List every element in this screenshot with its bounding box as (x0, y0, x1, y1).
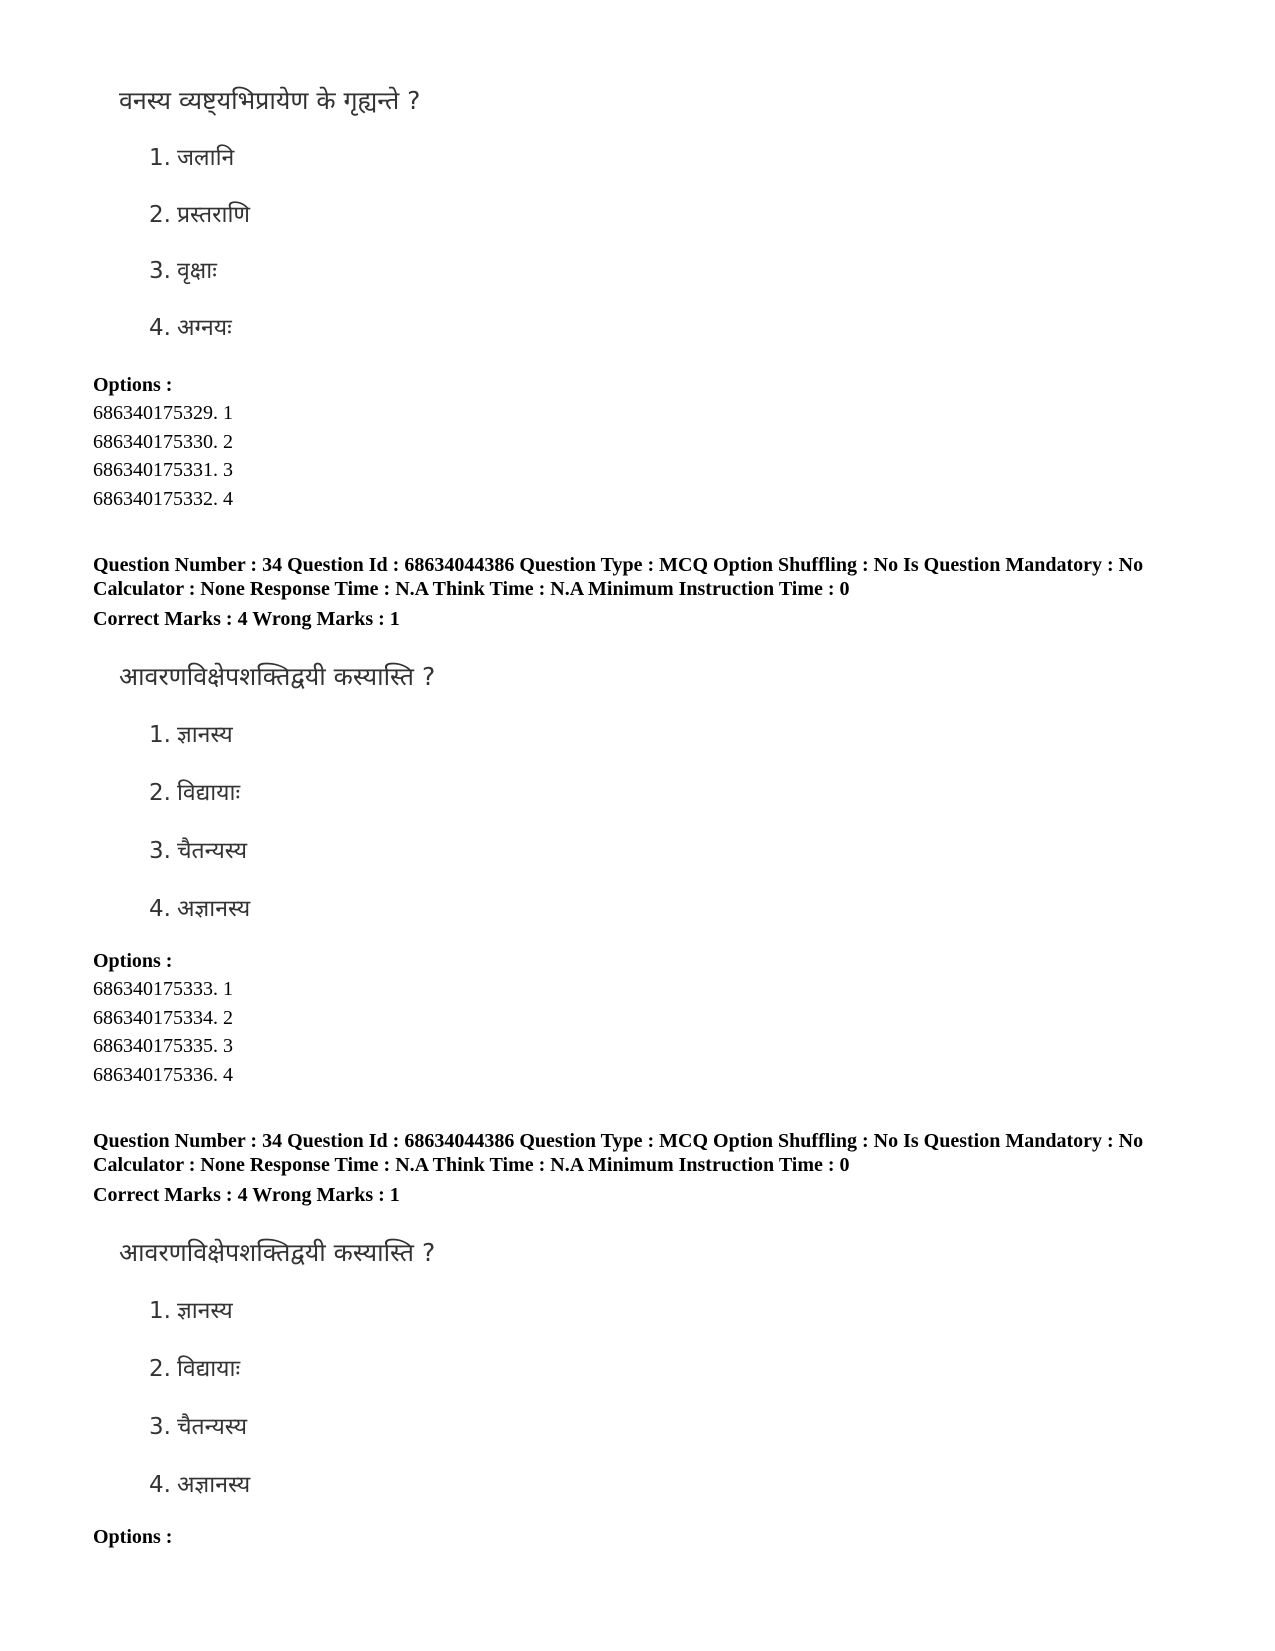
answer-choice (149, 836, 247, 866)
choice-number: 3. (149, 838, 171, 864)
answer-choice (149, 720, 233, 750)
option-id-line: 686340175335. 3 (93, 1035, 233, 1057)
choice-number: 2. (149, 202, 171, 228)
option-id-line: 686340175331. 3 (93, 459, 233, 481)
choice-text: प्रस्तराणि (176, 202, 251, 228)
choice-text: अग्नयः (176, 315, 232, 341)
question-text: आवरणविक्षेपशक्तिद्वयी कस्यास्ति ? (119, 662, 436, 691)
answer-choice (149, 1354, 240, 1384)
answer-choice (149, 200, 250, 230)
choice-number: 1. (149, 1298, 171, 1324)
answer-choice (149, 894, 250, 924)
option-id-line: 686340175334. 2 (93, 1007, 233, 1029)
question-metadata: Question Number : 34 Question Id : 68634044386 Question Type : MCQ Option Shuffling : No Is Question Mandatory : No Calculator : None Response Time : N.A Think Time : N.A Minimum Instruction Time : 0 (93, 1130, 1144, 1176)
question-text: वनस्य व्यष्ट्यभिप्रायेण के गृह्यन्ते ? (119, 86, 421, 115)
answer-choice (149, 1412, 247, 1442)
choice-number: 1. (149, 722, 171, 748)
choice-text: ज्ञानस्य (176, 1298, 233, 1324)
marks-info: Correct Marks : 4 Wrong Marks : 1 (93, 608, 400, 630)
answer-choice (149, 1296, 233, 1326)
choice-text: वृक्षाः (176, 258, 217, 284)
option-id-line: 686340175332. 4 (93, 488, 233, 510)
choice-text: जलानि (176, 145, 235, 171)
option-id-line: 686340175329. 1 (93, 402, 233, 424)
answer-choice (149, 313, 232, 343)
choice-number: 4. (149, 896, 171, 922)
options-label: Options : (93, 1526, 173, 1548)
option-id-line: 686340175333. 1 (93, 978, 233, 1000)
choice-number: 4. (149, 1472, 171, 1498)
options-label: Options : (93, 950, 173, 972)
question-metadata: Question Number : 34 Question Id : 68634044386 Question Type : MCQ Option Shuffling : No Is Question Mandatory : No Calculator : None Response Time : N.A Think Time : N.A Minimum Instruction Time : 0 (93, 554, 1144, 600)
choice-text: चैतन्यस्य (176, 838, 248, 864)
choice-number: 2. (149, 1356, 171, 1382)
choice-number: 3. (149, 258, 171, 284)
options-label: Options : (93, 374, 173, 396)
answer-choice (149, 143, 234, 173)
answer-choice (149, 778, 240, 808)
answer-choice (149, 1470, 250, 1500)
option-id-line: 686340175330. 2 (93, 431, 233, 453)
choice-text: विद्यायाः (176, 1356, 241, 1382)
choice-number: 1. (149, 145, 171, 171)
choice-number: 2. (149, 780, 171, 806)
choice-text: अज्ञानस्य (176, 896, 251, 922)
choice-number: 3. (149, 1414, 171, 1440)
answer-choice (149, 256, 217, 286)
option-id-line: 686340175336. 4 (93, 1064, 233, 1086)
choice-text: विद्यायाः (176, 780, 241, 806)
marks-info: Correct Marks : 4 Wrong Marks : 1 (93, 1184, 400, 1206)
choice-text: ज्ञानस्य (176, 722, 233, 748)
question-text: आवरणविक्षेपशक्तिद्वयी कस्यास्ति ? (119, 1238, 436, 1267)
choice-number: 4. (149, 315, 171, 341)
choice-text: चैतन्यस्य (176, 1414, 248, 1440)
choice-text: अज्ञानस्य (176, 1472, 251, 1498)
